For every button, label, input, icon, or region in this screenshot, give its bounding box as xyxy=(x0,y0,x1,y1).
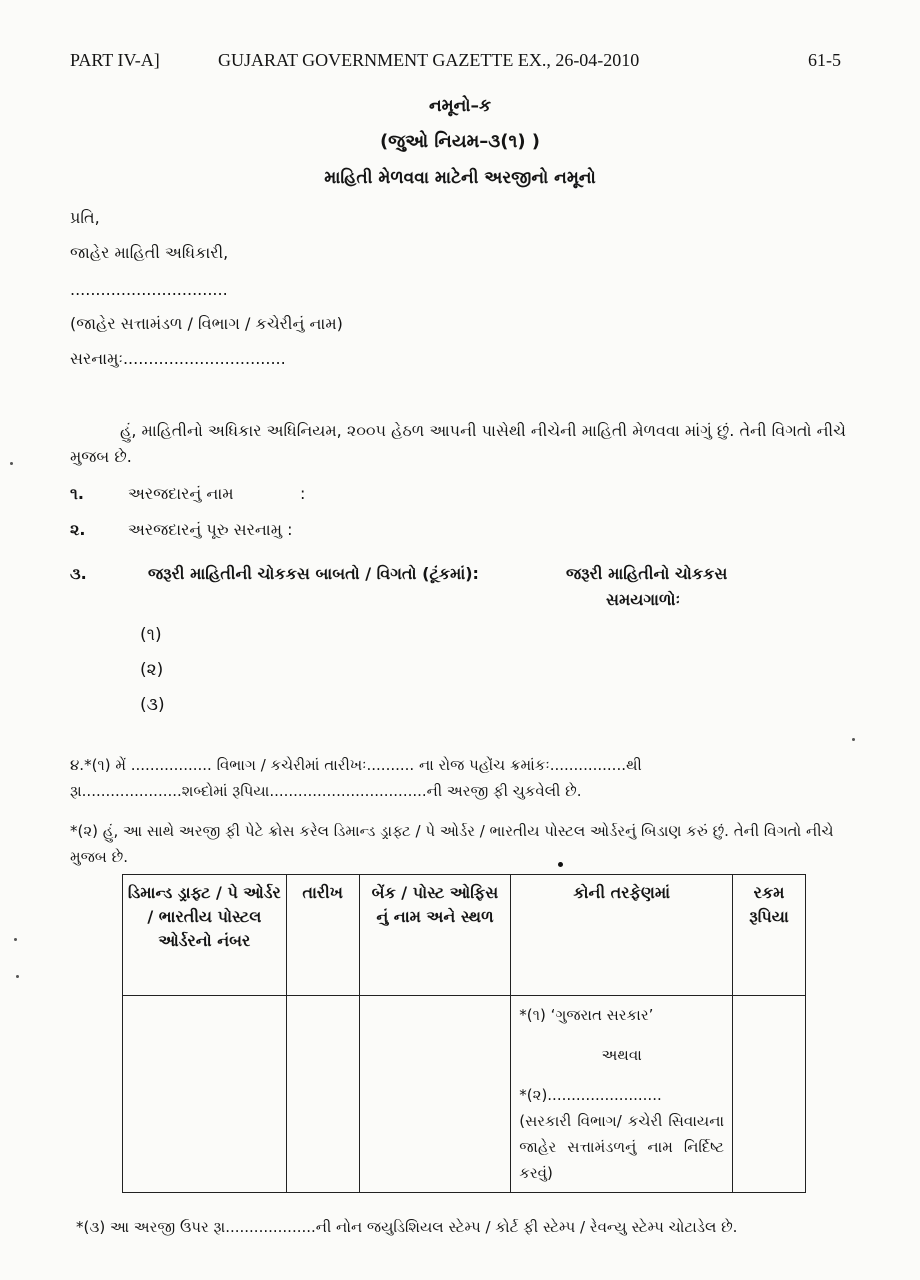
item-2-label: અરજદારનું પૂરુ સરનામુ : xyxy=(128,520,293,539)
favour-or: અથવા xyxy=(601,1046,642,1064)
item-3-label: જરૂરી માહિતીની ચોકકસ બાબતો / વિગતો (ટૂંકમાં): xyxy=(148,564,479,583)
sub-item-1: (૧) xyxy=(140,625,162,645)
form-name: નમૂનો–ક xyxy=(428,96,492,116)
cell-in-favour-of xyxy=(511,996,733,1193)
item-2-number: ૨. xyxy=(70,520,86,539)
col-bank-post-office: બેંક / પોસ્ટ ઓફિસ નું નામ અને સ્થળ xyxy=(359,875,511,996)
favour-option-2-note: (સરકારી વિભાગ/ કચેરી સિવાયના જાહેર સત્તામંડળનું નામ નિર્દિષ્ટ કરવું) xyxy=(519,1112,725,1182)
address-addr: સરનામુઃ................................ xyxy=(70,349,286,368)
scan-speck xyxy=(16,975,19,978)
header-title: GUJARAT GOVERNMENT GAZETTE EX., 26-04-2010 xyxy=(218,50,640,70)
item-1-colon: : xyxy=(300,484,306,503)
stamp-paragraph: *(૩) આ અરજી ઉપર રૂા...................ની નોન જયુડિશિયલ સ્ટેમ્પ / કોર્ટ ફી સ્ટેમ્પ / રેવન્યુ સ્ટેમ્પ ચોટાડેલ છે. xyxy=(76,1218,738,1236)
address-officer: જાહેર માહિતી અધિકારી, xyxy=(70,243,229,262)
address-blank-line: ............................... xyxy=(70,280,228,299)
sub-item-2: (૨) xyxy=(140,660,164,680)
scan-speck xyxy=(14,938,17,941)
col-amount: રકમ રૂપિયા xyxy=(733,875,806,996)
address-authority: (જાહેર સત્તામંડળ / વિભાગ / કચેરીનું નામ) xyxy=(70,314,343,333)
fee-paragraph-line2: રૂા.....................શબ્દોમાં રૂપિયા.................................ની અરજી ફી ચુકવેલી છે. xyxy=(70,782,582,800)
scan-dot xyxy=(558,862,563,867)
favour-option-2: *(૨)........................ xyxy=(519,1086,662,1104)
cell-bank-post-office xyxy=(359,996,511,1193)
table-header-row xyxy=(123,875,806,996)
form-heading: માહિતી મેળવવા માટેની અરજીનો નમૂનો xyxy=(324,168,596,188)
item-1-label: અરજદારનું નામ xyxy=(128,484,234,503)
item-1-number: ૧. xyxy=(70,484,84,503)
scan-speck xyxy=(852,738,855,741)
item-3-period-line1: જરૂરી માહિતીનો ચોકકસ xyxy=(566,564,728,583)
fee-paragraph-2: *(૨) હું, આ સાથે અરજી ફી પેટે ક્રોસ કરેલ ડિમાન્ડ ડ્રાફ્ટ / પે ઓર્ડર / ભારતીય પોસ્ટલ ઓર્ડરનું બિડાણ કરું છું. તેની વિગતો નીચે મુજબ છે. xyxy=(70,822,834,866)
col-date: તારીખ xyxy=(286,875,359,996)
fee-details-table xyxy=(122,874,806,1193)
form-rule-reference: (જુઓ નિયમ–૩(૧) ) xyxy=(379,131,541,152)
item-3-number: ૩. xyxy=(70,564,87,583)
intro-paragraph: હું, માહિતીનો અધિકાર અધિનિયમ, ૨૦૦૫ હેઠળ આપની પાસેથી નીચેની માહિતી મેળવવા માંગું છું. તેની વિગતો નીચે મુજબ છે. xyxy=(70,421,846,466)
header-page-number: 61-5 xyxy=(808,50,841,70)
item-3-period-line2: સમયગાળોઃ xyxy=(606,590,681,609)
table-row xyxy=(123,996,806,1193)
cell-amount xyxy=(733,996,806,1193)
address-to: પ્રતિ, xyxy=(70,208,100,227)
col-in-favour-of: કોની તરફેણમાં xyxy=(511,875,733,996)
favour-option-1: *(૧) ‘ગુજરાત સરકાર’ xyxy=(519,1006,654,1024)
fee-paragraph-line1: ૪.*(૧) મેં ................. વિભાગ / કચેરીમાં તારીખઃ.......... ના રોજ પહોંચ ક્રમાંકઃ................થી xyxy=(70,756,642,774)
sub-item-3: (૩) xyxy=(140,695,165,715)
scan-speck xyxy=(10,462,13,465)
header-part: PART IV-A] xyxy=(70,50,160,70)
cell-date xyxy=(286,996,359,1193)
col-instrument-number: ડિમાન્ડ ડ્રાફ્ટ / પે ઓર્ડર / ભારતીય પોસ્ટલ ઓર્ડરનો નંબર xyxy=(123,875,287,996)
cell-instrument-number xyxy=(123,996,287,1193)
